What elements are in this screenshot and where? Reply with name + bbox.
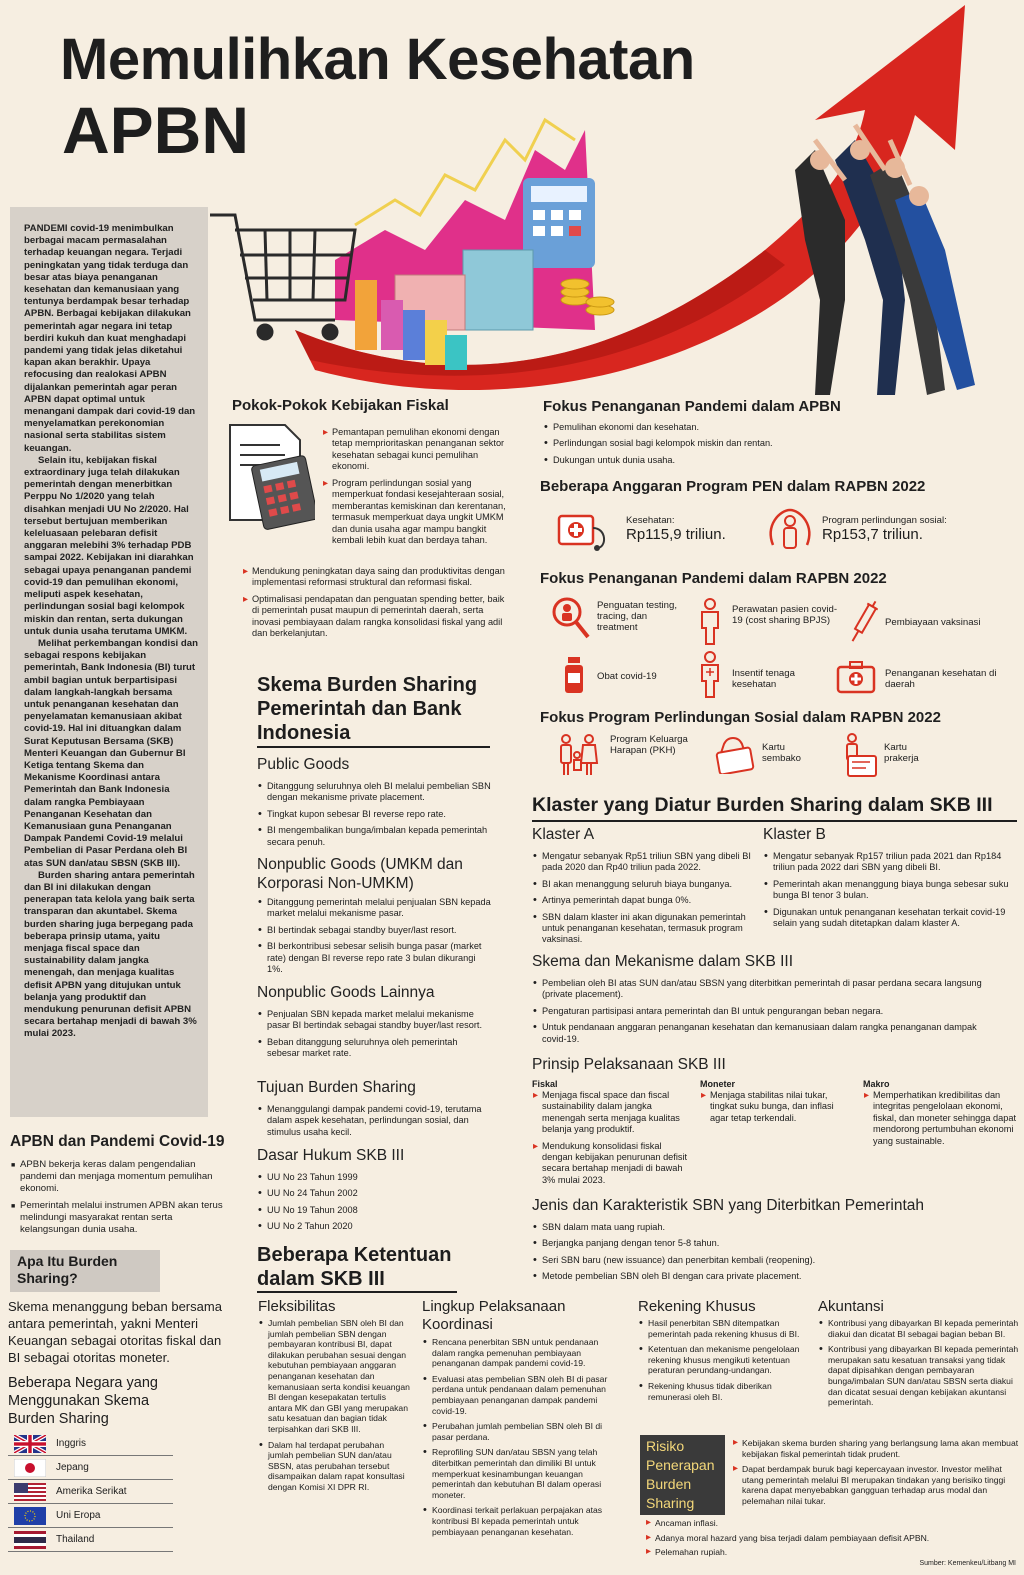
risiko-list-right: [732, 1438, 1022, 1512]
jenis-title: Jenis dan Karakteristik SBN yang Diterbitkan Pemerintah: [532, 1197, 924, 1214]
list-item: • Ketentuan dan mekanisme pengelolaan rekening khusus mengikuti ketentuan peraturan perundang-undangan.: [638, 1344, 813, 1376]
source-note: Sumber: Kemenkeu/Litbang MI: [919, 1560, 1016, 1567]
fokus-apbn-title: Fokus Penanganan Pandemi dalam APBN: [543, 398, 841, 415]
country-name: Inggris: [56, 1438, 87, 1449]
public-goods-list: [257, 781, 492, 853]
business-people-icon: [795, 125, 975, 395]
list-item: • Metode pembelian SBN oleh BI dengan cara private placement.: [532, 1271, 1012, 1282]
pokok-list-bottom: [242, 566, 514, 644]
social-protection-person-icon: [765, 505, 815, 560]
list-item: ▸ Optimalisasi pendapatan dan penguatan spending better, baik di pemerintah pusat maupun di pemerintah daerah, serta inovasi pembiayaan dalam rangka konsolidasi fiskal yang adil dan berkelanjutan.: [242, 594, 514, 640]
list-item: • SBN dalam klaster ini akan digunakan pemerintah untuk penanganan kesehatan, termasuk program vaksinasi.: [532, 912, 757, 946]
list-item: ▸ Menjaga fiscal space dan fiscal sustainability dalam jangka menengah serta menjaga kualitas belanja yang produktif.: [532, 1090, 690, 1136]
makro-list: [863, 1090, 1021, 1152]
klaster-a-list: [532, 851, 757, 951]
jenis-list: [532, 1222, 1012, 1288]
list-item: • Dukungan untuk dunia usaha.: [543, 455, 843, 466]
sosial-item: Kartu prakerja: [884, 742, 919, 764]
fleks-list: [258, 1318, 410, 1498]
country-name: Uni Eropa: [56, 1510, 101, 1521]
triangle-bullet-icon: ▸: [323, 478, 329, 489]
negara-title: Beberapa Negara yang Menggunakan Skema Burden Sharing: [8, 1375, 158, 1427]
sosial-item: Program Keluarga Harapan (PKH): [610, 734, 688, 756]
divider: [257, 1291, 457, 1293]
list-item: • BI mengembalikan bunga/imbalan kepada pemerintah secara penuh.: [257, 825, 492, 848]
list-item: • Jumlah pembelian SBN oleh BI dan jumlah pembelian SBN dengan pembayaran kontribusi BI, dapat dilakukan perubahan sesuai dengan kebutuhan pembiayaan anggaran penanganan kesehatan dan kemanusiaan serta kondisi keuangan BI dengan kesepakatan tertulis antara MK dan GBI yang merupakan satu kesatuan dan bagian tidak terpisahkan dari SKB III.: [258, 1318, 410, 1435]
dasar-list: [257, 1172, 492, 1238]
tujuan-list: [257, 1104, 492, 1143]
list-item: • Berjangka panjang dengan tenor 5-8 tahun.: [532, 1238, 1012, 1249]
list-item: • Beban ditanggung seluruhnya oleh pemerintah sebesar market rate.: [257, 1037, 492, 1060]
ketentuan-title: Beberapa Ketentuan dalam SKB III: [257, 1244, 452, 1290]
list-item: ▸ Pelemahan rupiah.: [645, 1547, 975, 1558]
list-item: • Perlindungan sosial bagi kelompok miskin dan rentan.: [543, 438, 843, 449]
akuntansi-list: [818, 1318, 1021, 1413]
country-row: [8, 1528, 173, 1552]
list-item: • Kontribusi yang dibayarkan BI kepada pemerintah merupakan satu kesatuan transaksi yang tidak dapat dipisahkan dengan pembayaran bunga/imbalan SUN dan/atau SBSN serta diakui dan dicatat sesuai dengan kebijakan akuntansi pemerintah.: [818, 1344, 1021, 1408]
prakerja-card-icon: [842, 732, 878, 778]
public-goods-title: Public Goods: [257, 756, 350, 773]
list-item: • Penjualan SBN kepada market melalui mekanisme pasar BI bertindak sebagai standby buyer/last resort.: [257, 1009, 492, 1032]
list-item: • Rencana penerbitan SBN untuk pendanaan dalam rangka pemenuhan pembiayaan penanganan dampak pandemi covid-19.: [422, 1337, 622, 1369]
fiskal-list: [532, 1090, 690, 1191]
list-item: • Digunakan untuk penanganan kesehatan terkait covid-19 selain yang sudah ditetapkan dalam klaster A.: [763, 907, 1021, 930]
kesehatan-value: Rp115,9 triliun.: [626, 526, 726, 543]
list-item: • BI berkontribusi sebesar selisih bunga pasar (market rate) dengan BI reverse repo rate 3 bulan dikurangi 1%.: [257, 941, 492, 975]
mekanisme-list: [532, 978, 982, 1050]
family-icon: [557, 733, 602, 778]
apa-itu-title: Apa Itu Burden Sharing?: [10, 1250, 160, 1292]
fokus-sosial-title: Fokus Program Perlindungan Sosial dalam RAPBN 2022: [540, 709, 941, 726]
mekanisme-title: Skema dan Mekanisme dalam SKB III: [532, 953, 794, 970]
health-worker-icon: [698, 651, 722, 699]
list-item: • Ditanggung pemerintah melalui penjualan SBN kepada market melalui mekanisme pasar.: [257, 897, 492, 920]
magnifier-person-icon: [550, 595, 590, 645]
risiko-title: Risiko Penerapan Burden Sharing: [640, 1435, 725, 1515]
list-item: • Pengaturan partisipasi antara pemerintah dan BI untuk pengurangan beban negara.: [532, 1006, 982, 1017]
fokus-item: Perawatan pasien covid-19 (cost sharing BPJS): [732, 604, 838, 626]
list-item: • Mengatur sebanyak Rp51 triliun SBN yang dibeli BI pada 2020 dan Rp40 triliun pada 2022.: [532, 851, 757, 874]
lingkup-title: Lingkup Pelaksanaan Koordinasi: [422, 1298, 566, 1333]
list-item: ▸ Adanya moral hazard yang bisa terjadi dalam pembiayaan defisit APBN.: [645, 1533, 975, 1544]
country-row: [8, 1456, 173, 1480]
divider: [532, 820, 1017, 822]
shopping-cart-icon: [210, 215, 355, 339]
fokus-item: Penanganan kesehatan di daerah: [885, 668, 997, 690]
list-item: • Kontribusi yang dibayarkan BI kepada pemerintah diakui dan dicatat BI sebagai bagian beban BI.: [818, 1318, 1021, 1339]
country-name: Amerika Serikat: [56, 1486, 127, 1497]
fokus-item: Insentif tenaga kesehatan: [732, 668, 795, 690]
country-name: Jepang: [56, 1462, 89, 1473]
list-item: • BI akan menanggung seluruh biaya bunganya.: [532, 879, 757, 890]
divider: [257, 746, 490, 748]
list-item: • UU No 2 Tahun 2020: [257, 1221, 492, 1232]
intro-paragraph: Melihat perkembangan kondisi dan sebagai respons kebijakan pemerintah, Bank Indonesia (BI) turut ambil bagian untuk berpartisipasi dalam langkah-langkah bersama untuk penanganan kesehatan dan penyelamatan kemanusiaan akibat covid-19. Hal ini dituangkan dalam Surat Keputusan Bersama (SKB) Menteri Keuangan dan Gubernur BI Ketiga tentang Skema dan Mekanisme Koordinasi antara Pemerintah dan Bank Indonesia dalam rangka Pembiayaan Penanganan Kesehatan dan Kemanusiaan guna Penanganan Dampak Pandemi Covid-19 melalui Pembelian di Pasar Perdana oleh BI atas SUN dan/atau SBSN (SKB III).: [24, 637, 198, 869]
nonpublic-list: [257, 897, 492, 980]
fleks-title: Fleksibilitas: [258, 1298, 336, 1315]
list-item: ▸ Ancaman inflasi.: [645, 1518, 975, 1529]
list-item: ▸ Memperhatikan kredibilitas dan integritas pengelolaan ekonomi, fiskal, dan moneter sehingga dapat mendorong pertumbuhan ekonomi yang sustainable.: [863, 1090, 1021, 1147]
akuntansi-title: Akuntansi: [818, 1298, 884, 1315]
lainnya-title: Nonpublic Goods Lainnya: [257, 984, 435, 1001]
skema-title: Skema Burden Sharing Pemerintah dan Bank Indonesia: [257, 674, 478, 744]
intro-paragraph: Burden sharing antara pemerintah dan BI ini dilakukan dengan penerapan tata kelola yang baik serta transparan dan akuntabel. Skema burden sharing juga berpegang pada beberapa prinsip utama, yaitu menjaga fiscal space dan sustainability dalam jangka menengah, dan menjaga kualitas defisit APBN yang ditujukan untuk belanja yang produktif dan mendukung penurunan defisit APBN secara bertahap menjadi di bawah 3% mulai 2023.: [24, 869, 197, 1040]
list-item: • Pemerintah akan menanggung biaya bunga sebesar suku bunga BI tenor 3 bulan.: [763, 879, 1021, 902]
lainnya-list: [257, 1009, 492, 1065]
list-item: ■ Pemerintah melalui instrumen APBN akan terus melindungi masyarakat rentan serta kelangsungan dunia usaha.: [10, 1200, 230, 1236]
sosial-item: Kartu sembako: [762, 742, 801, 764]
sosial-value: Rp153,7 triliun.: [822, 526, 923, 543]
klaster-a-title: Klaster A: [532, 826, 595, 843]
list-item: ▸ Mendukung peningkatan daya saing dan produktivitas dengan implementasi reformasi struktural dan reformasi fiskal.: [242, 566, 514, 589]
calculator-icon: [523, 178, 595, 268]
hero-illustration: [205, 0, 1024, 400]
sosial-label: Program perlindungan sosial:: [822, 515, 947, 526]
country-row: [8, 1432, 173, 1456]
usa-flag-icon: [14, 1483, 46, 1501]
country-row: [8, 1504, 173, 1528]
list-item: • UU No 24 Tahun 2002: [257, 1188, 492, 1199]
list-item: ▸ Menjaga stabilitas nilai tukar, tingkat suku bunga, dan inflasi agar tetap terkendali.: [700, 1090, 850, 1124]
medical-kit-stethoscope-icon: [557, 508, 617, 553]
list-item: • Pemulihan ekonomi dan kesehatan.: [543, 422, 843, 433]
rekening-title: Rekening Khusus: [638, 1298, 756, 1315]
sembako-card-icon: [712, 736, 757, 774]
section-title: APBN dan Pandemi Covid-19: [10, 1133, 225, 1150]
page-title-line1: Memulihkan Kesehatan: [60, 27, 695, 92]
country-row: [8, 1480, 173, 1504]
moneter-list: [700, 1090, 850, 1129]
list-item: • Pembelian oleh BI atas SUN dan/atau SBSN yang diterbitkan pemerintah di pasar perdana secara langsung (private placement).: [532, 978, 982, 1001]
list-item: • Ditanggung seluruhnya oleh BI melalui pembelian SBN dengan mekanisme private placement.: [257, 781, 492, 804]
fiskal-title: Fiskal: [532, 1079, 558, 1089]
document-calculator-icon: [225, 420, 315, 530]
apbn-pandemi-section: [10, 1133, 230, 1241]
prinsip-title: Prinsip Pelaksanaan SKB III: [532, 1056, 726, 1073]
first-aid-kit-icon: [836, 660, 876, 694]
fokus-rapbn-title: Fokus Penanganan Pandemi dalam RAPBN 2022: [540, 570, 887, 587]
intro-panel: [10, 207, 208, 1117]
list-item: ▸ Kebijakan skema burden sharing yang berlangsung lama akan membuat kebijakan fiskal pemerintah tidak prudent.: [732, 1438, 1022, 1459]
list-item: • Perubahan jumlah pembelian SBN oleh BI di pasar perdana.: [422, 1421, 622, 1442]
list-item: • Reprofiling SUN dan/atau SBSN yang telah diterbitkan pemerintah dan dimiliki BI untuk memperkuat kesinambungan keuangan pemerintah dan kebutuhan BI dalam operasi moneter.: [422, 1447, 622, 1500]
list-item: • UU No 23 Tahun 1999: [257, 1172, 492, 1183]
list-item: ■ APBN bekerja keras dalam pengendalian pandemi dan menjaga momentum pemulihan ekonomi.: [10, 1159, 230, 1195]
thailand-flag-icon: [14, 1531, 46, 1549]
list-item: Program perlindungan sosial yang memperkuat fondasi kesejahteraan sosial, memberantas kemiskinan dan kerentanan, termasuk memperkuat daya ungkit UMKM dan dunia usaha agar mampu bangkit kembali lebih kuat dan berdaya tahan.: [332, 478, 506, 546]
fokus-item: Obat covid-19: [597, 671, 657, 682]
pokok-list-top: [322, 427, 514, 478]
syringe-icon: [848, 598, 878, 648]
list-item: • Hasil penerbitan SBN ditempatkan pemerintah pada rekening khusus di BI.: [638, 1318, 813, 1339]
tujuan-title: Tujuan Burden Sharing: [257, 1079, 416, 1096]
list-item: • Seri SBN baru (new issuance) dan penerbitan kembali (reopening).: [532, 1255, 1012, 1266]
fokus-item: Pembiayaan vaksinasi: [885, 617, 981, 628]
rekening-list: [638, 1318, 813, 1407]
uk-flag-icon: [14, 1435, 46, 1453]
klaster-b-list: [763, 851, 1021, 934]
page-title-line2: APBN: [62, 93, 250, 167]
list-item: • SBN dalam mata uang rupiah.: [532, 1222, 1012, 1233]
list-item: • Menanggulangi dampak pandemi covid-19, terutama dalam aspek kesehatan, perlindungan sosial, dan stimulus usaha kecil.: [257, 1104, 492, 1138]
anggaran-title: Beberapa Anggaran Program PEN dalam RAPBN 2022: [540, 478, 926, 495]
list-item: • BI bertindak sebagai standby buyer/last resort.: [257, 925, 492, 936]
list-item: • Untuk pendanaan anggaran penanganan kesehatan dan kemanusiaan dalam rangka penanganan dampak covid-19.: [532, 1022, 982, 1045]
apa-itu-text: Skema menanggung beban bersama antara pemerintah, yakni Menteri Keuangan sebagai otoritas fiskal dan BI sebagai otoritas moneter.: [8, 1299, 222, 1365]
moneter-title: Moneter: [700, 1079, 736, 1089]
pokok-title: Pokok-Pokok Kebijakan Fiskal: [232, 397, 449, 414]
fokus-item: Penguatan testing, tracing, dan treatment: [597, 600, 678, 633]
list-item: • Tingkat kupon sebesar BI reverse repo rate.: [257, 809, 492, 820]
list-item: • Koordinasi terkait perlakuan perpajakan atas kontribusi BI kepada pemerintah untuk pembiayaan penanganan kesehatan.: [422, 1505, 622, 1537]
list-item: • Mengatur sebanyak Rp157 triliun pada 2021 dan Rp184 triliun pada 2022 dari SBN yang dibeli BI.: [763, 851, 1021, 874]
eu-flag-icon: [14, 1507, 46, 1525]
list-item: • Artinya pemerintah dapat bunga 0%.: [532, 895, 757, 906]
list-item: • Rekening khusus tidak diberikan remunerasi oleh BI.: [638, 1381, 813, 1402]
lingkup-list: [422, 1337, 622, 1542]
list-item: ▸ Pemantapan pemulihan ekonomi dengan tetap memprioritaskan penanganan sektor kesehatan sebagai kunci pemulihan ekonomi.: [322, 427, 514, 473]
list-item: • UU No 19 Tahun 2008: [257, 1205, 492, 1216]
intro-paragraph: Selain itu, kebijakan fiskal extraordinary juga telah dilakukan pemerintah dengan menerbitkan Perppu No 1/2020 yang telah disahkan menjadi UU No 2/2020. Hal tersebut bertujuan memberikan keleluasaan pelebaran defisit anggaran melebihi 3% terhadap PDB sampai 2022. Kebijakan ini diarahkan sebagai upaya penanganan pandemi covid-19 dan pemulihan ekonomi, meliputi aspek kesehatan, perlindungan sosial bagi kelompok miskin dan rentan, serta dukungan untuk dunia usaha terutama UMKM.: [24, 454, 194, 637]
list-item: • Dalam hal terdapat perubahan jumlah pembelian SUN dan/atau SBSN, atas perubahan tersebut disampaikan dalam rapat konsultasi dengan Komisi XI DPR RI.: [258, 1440, 410, 1493]
nonpublic-title: Nonpublic Goods (UMKM dan Korporasi Non-UMKM): [257, 856, 463, 892]
klaster-b-title: Klaster B: [763, 826, 826, 843]
medicine-bottle-icon: [562, 655, 586, 695]
japan-flag-icon: [14, 1459, 46, 1477]
risiko-list-bottom: [645, 1518, 975, 1562]
fokus-apbn-list: [543, 422, 843, 471]
klaster-title: Klaster yang Diatur Burden Sharing dalam SKB III: [532, 794, 993, 816]
makro-title: Makro: [863, 1079, 890, 1089]
person-icon: [698, 598, 722, 646]
country-name: Thailand: [56, 1534, 95, 1545]
kesehatan-label: Kesehatan:: [626, 515, 675, 526]
list-item-wrap: [322, 478, 514, 546]
list-item: • Evaluasi atas pembelian SBN oleh BI di pasar perdana untuk pendanaan dalam pemenuhan pembiayaan penanganan dampak pandemi covid-19.: [422, 1374, 622, 1416]
negara-list: [8, 1432, 173, 1552]
list-item: ▸ Dapat berdampak buruk bagi kepercayaan investor. Investor melihat utang pemerintah melalui BI merupakan tindakan yang berisiko tinggi karena dapat menyebabkan gangguan terhadap arus modal dan pelemahan nilai tukar.: [732, 1464, 1022, 1506]
dasar-title: Dasar Hukum SKB III: [257, 1147, 405, 1164]
list-item: ▸ Mendukung konsolidasi fiskal dengan kebijakan penurunan defisit secara bertahap menjadi di bawah 3% mulai 2023.: [532, 1141, 690, 1187]
intro-paragraph: PANDEMI covid-19 menimbulkan berbagai macam permasalahan terhadap keuangan negara. Terjadi peningkatan yang tidak terduga dan besar atas biaya penanganan kesehatan dan kemanusiaan yang tentunya berdampak besar terhadap APBN. Berbagai kebijakan dilakukan pemerintah agar negara ini tetap berdiri kukuh dan kuat menghadapi pandemi yang tidak jelas diketahui kapan akan berakhir. Upaya refocusing dan realokasi APBN dijalankan pemerintah agar peran APBN dapat optimal untuk menangani dampak dari covid-19 dan menyelamatkan perekonomian nasional serta stabilitas sistem keuangan.: [24, 223, 196, 454]
